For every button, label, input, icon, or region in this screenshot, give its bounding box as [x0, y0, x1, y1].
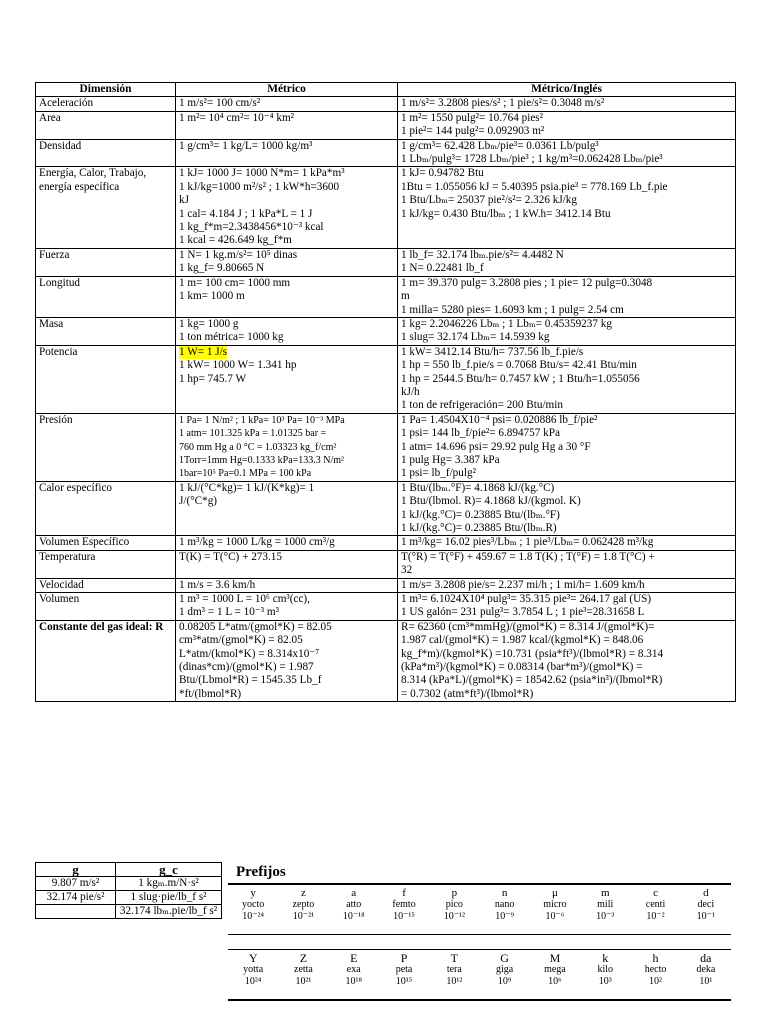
metric-line: 1 hp= 745.7 W: [179, 372, 247, 385]
english-cell: [398, 167, 736, 248]
table-row: [36, 481, 736, 536]
prefix-cell: [379, 885, 429, 934]
english-line: T(°R) = T(°F) + 459.67 = 1.8 T(K) ; T(°F) = 1.8 T(°C) +: [401, 550, 655, 563]
metric-cell: [176, 139, 398, 167]
metric-line: 1 cal= 4.184 J ; 1 kPa*L = 1 J: [179, 207, 313, 220]
metric-line: 0.08205 L*atm/(gmol*K) = 82.05: [179, 620, 332, 633]
prefix-pow: 10⁻⁹: [495, 911, 515, 922]
dimension-cell: Area: [36, 111, 176, 139]
metric-line: cm³*atm/(gmol*K) = 82.05: [179, 634, 303, 647]
metric-line: 1 m= 100 cm= 1000 mm: [179, 276, 291, 289]
english-line: 1 milla= 5280 pies= 1.6093 km ; 1 pulg= 2.54 cm: [401, 303, 624, 316]
metric-line: 1 kg= 1000 g: [179, 317, 239, 330]
prefix-name: atto: [346, 899, 362, 910]
english-cell: [398, 413, 736, 481]
dimension-cell: Potencia: [36, 345, 176, 413]
prefix-cell: [479, 885, 529, 934]
metric-line: L*atm/(kmol*K) = 8.314x10⁻⁷: [179, 647, 320, 660]
english-line: 1 lb_f= 32.174 lbₘ.pie/s²= 4.4482 N: [401, 248, 564, 261]
prefix-cell: [479, 950, 529, 999]
english-line: 1Btu = 1.055056 kJ = 5.40395 psia.pie³ = 778.169 Lb_f.pie: [401, 180, 668, 193]
dimension-cell: Volumen: [36, 593, 176, 621]
metric-line: 1 ton métrica= 1000 kg: [179, 331, 284, 344]
metric-cell: [176, 550, 398, 578]
metric-cell: [176, 481, 398, 536]
prefix-cell: [681, 885, 731, 934]
english-line: 1 psi= lb_f/pulg²: [401, 467, 476, 480]
prefix-sym: a: [351, 887, 357, 899]
metric-line: 1 kg_f= 9.80665 N: [179, 262, 265, 275]
prefix-name: tera: [446, 964, 462, 975]
table-row: [36, 891, 222, 905]
english-line: 1 m/s²= 3.2808 pies/s² ; 1 pie/s²= 0.3048 m/s²: [401, 97, 605, 110]
dimension-cell: Temperatura: [36, 550, 176, 578]
prefixes-large-row: [228, 949, 731, 1001]
gravity-table-body: [36, 877, 222, 919]
prefixes-table: [228, 883, 731, 1001]
prefix-cell: [530, 950, 580, 999]
prefix-sym: E: [350, 951, 358, 965]
table-row: [36, 248, 736, 276]
metric-line: 1 kW= 1000 W= 1.341 hp: [179, 359, 297, 372]
metric-cell: [176, 578, 398, 592]
prefix-pow: 10⁻⁶: [545, 911, 565, 922]
header-metric-english: Métrico/Inglés: [398, 83, 736, 97]
metric-line: 1 W= 1 J/s: [179, 345, 228, 358]
prefix-name: femto: [392, 899, 416, 910]
prefix-name: peta: [395, 964, 413, 975]
english-line: 1 US galón= 231 pulg³= 3.7854 L ; 1 pie³=28.31658 L: [401, 606, 645, 619]
english-line: = 0.7302 (atm*ft³)/(lbmol*R): [401, 687, 534, 700]
table-row: [36, 905, 222, 919]
metric-cell: [176, 167, 398, 248]
prefix-cell: [681, 950, 731, 999]
prefix-pow: 10⁻¹: [696, 911, 715, 922]
metric-line: 1 kg_f*m=2.3438456*10⁻³ kcal: [179, 221, 324, 234]
table-row: [36, 578, 736, 592]
english-cell: [398, 276, 736, 317]
prefix-sym: n: [501, 887, 508, 899]
english-cell: [398, 139, 736, 167]
prefix-cell: [228, 950, 278, 999]
prefix-sym: d: [703, 887, 709, 899]
english-line: 1 Btu/Lbₘ= 25037 pie²/s²= 2.326 kJ/kg: [401, 194, 577, 207]
table-row: [36, 550, 736, 578]
dimension-cell: Energía, Calor, Trabajo, energía específica: [36, 167, 176, 248]
metric-line: 1 kJ/(°C*kg)= 1 kJ/(K*kg)= 1: [179, 481, 315, 494]
dimension-cell: Longitud: [36, 276, 176, 317]
prefix-pow: 10⁻²⁴: [242, 911, 265, 922]
prefix-pow: 10¹: [699, 976, 713, 987]
prefix-pow: 10⁻³: [596, 911, 615, 922]
prefix-name: kilo: [597, 964, 613, 975]
metric-line: 1Torr=1mm Hg=0.1333 kPa=133.3 N/m²: [179, 454, 345, 466]
english-line: 1 Btu/(lbmol. R)= 4.1868 kJ/(kgmol. K): [401, 495, 581, 508]
prefix-sym: p: [451, 887, 458, 899]
metric-line: 1bar=10⁵ Pa=0.1 MPa = 100 kPa: [179, 468, 312, 480]
prefix-pow: 10⁻²¹: [292, 911, 315, 922]
metric-cell: [176, 620, 398, 701]
prefix-name: pico: [445, 899, 463, 910]
prefix-name: yocto: [242, 899, 265, 910]
prefix-name: nano: [494, 899, 515, 910]
prefix-sym: G: [500, 951, 509, 965]
prefix-pow: 10⁻¹⁸: [342, 911, 365, 922]
table-row: [36, 877, 222, 891]
metric-cell: [176, 276, 398, 317]
prefix-name: mili: [597, 899, 614, 910]
metric-line: 760 mm Hg a 0 °C = 1.03323 kg_f/cm²: [179, 441, 337, 453]
prefix-name: hecto: [644, 964, 667, 975]
metric-line: 1 m²= 10⁴ cm²= 10⁻⁴ km²: [179, 111, 295, 124]
table-row: [36, 167, 736, 248]
prefix-name: zepto: [292, 899, 315, 910]
metric-line: 1 g/cm³= 1 kg/L= 1000 kg/m³: [179, 139, 313, 152]
prefix-cell: [228, 885, 278, 934]
table-row: [36, 139, 736, 167]
prefix-sym: z: [301, 887, 306, 899]
prefix-sym: M: [549, 951, 561, 965]
header-dimension: Dimensión: [36, 83, 176, 97]
english-line: 1 Btu/(lbₘ.°F)= 4.1868 kJ/(kg.°C): [401, 481, 555, 494]
english-line: m: [401, 290, 410, 303]
metric-cell: [176, 97, 398, 111]
table-row: [36, 276, 736, 317]
metric-line: kJ: [179, 194, 189, 207]
prefix-pow: 10⁹: [497, 976, 512, 987]
english-cell: [398, 248, 736, 276]
dimension-cell: Presión: [36, 413, 176, 481]
g-cell: [36, 905, 116, 919]
metric-cell: [176, 248, 398, 276]
dimension-cell: Velocidad: [36, 578, 176, 592]
prefix-name: zetta: [294, 964, 313, 975]
english-line: kJ/h: [401, 385, 420, 398]
prefix-cell: [429, 950, 479, 999]
english-line: 32: [401, 564, 413, 577]
metric-cell: [176, 317, 398, 345]
metric-line: T(K) = T(°C) + 273.15: [179, 550, 282, 563]
english-cell: [398, 593, 736, 621]
dimension-cell: Constante del gas ideal: R: [36, 620, 176, 701]
metric-line: 1 m/s = 3.6 km/h: [179, 578, 256, 591]
metric-line: 1 dm³ = 1 L = 10⁻³ m³: [179, 606, 279, 619]
prefix-name: deka: [696, 964, 716, 975]
english-line: 1 m/s= 3.2808 pie/s= 2.237 mi/h ; 1 mi/h= 1.609 km/h: [401, 578, 645, 591]
prefix-sym: y: [250, 887, 256, 899]
metric-line: *ft/(lbmol*R): [179, 687, 242, 700]
prefix-cell: [630, 950, 680, 999]
metric-cell: [176, 345, 398, 413]
metric-line: 1 N= 1 kg.m/s²= 10⁵ dinas: [179, 248, 298, 261]
prefix-name: deci: [697, 899, 715, 910]
table-row: [36, 536, 736, 550]
table-row: [36, 317, 736, 345]
conversion-header-row: [36, 83, 736, 97]
prefix-pow: 10⁶: [548, 976, 562, 987]
prefix-cell: [329, 885, 379, 934]
english-line: 1 kJ/(kg.°C)= 0.23885 Btu/(lbₘ.°F): [401, 508, 560, 521]
prefix-pow: 10²: [649, 976, 663, 987]
english-cell: [398, 550, 736, 578]
prefix-sym: c: [653, 887, 658, 899]
prefix-cell: [278, 950, 328, 999]
prefix-cell: [580, 885, 630, 934]
metric-cell: [176, 593, 398, 621]
prefix-sym: T: [450, 951, 458, 965]
prefix-pow: 10²⁴: [244, 976, 262, 987]
table-row: [36, 620, 736, 701]
gc-cell: 32.174 lbₘ.pie/lb_f s²: [116, 905, 222, 919]
english-line: 1 psi= 144 lb_f/pie²= 6.894757 kPa: [401, 427, 560, 440]
english-line: 1 pie²= 144 pulg²= 0.092903 m²: [401, 125, 545, 138]
dimension-cell: Fuerza: [36, 248, 176, 276]
prefix-cell: [379, 950, 429, 999]
english-line: 1 m= 39.370 pulg= 3.2808 pies ; 1 pie= 12 pulg=0.3048: [401, 276, 653, 289]
prefix-pow: 10¹²: [446, 976, 463, 987]
english-line: 1 g/cm³= 62.428 Lbₘ/pie³= 0.0361 Lb/pulg³: [401, 139, 599, 152]
english-cell: [398, 345, 736, 413]
english-cell: [398, 578, 736, 592]
table-row: [36, 593, 736, 621]
english-line: kg_f*m)/(kgmol*K) =10.731 (psia*ft³)/(lbmol*R) = 8.314: [401, 647, 664, 660]
prefix-name: centi: [645, 899, 666, 910]
english-cell: [398, 620, 736, 701]
table-row: [36, 97, 736, 111]
metric-line: (dinas*cm)/(gmol*K) = 1.987: [179, 661, 314, 674]
dimension-cell: Calor específico: [36, 481, 176, 536]
prefix-cell: [630, 885, 680, 934]
metric-cell: [176, 413, 398, 481]
metric-cell: [176, 536, 398, 550]
metric-line: 1 m/s²= 100 cm/s²: [179, 97, 261, 110]
english-cell: [398, 481, 736, 536]
english-line: R= 62360 (cm³*mmHg)/(gmol*K) = 8.314 J/(gmol*K)=: [401, 620, 655, 633]
table-row: [36, 111, 736, 139]
gc-cell: 1 kgₘ.m/N·s²: [116, 877, 222, 891]
english-line: 1 N= 0.22481 lb_f: [401, 262, 484, 275]
highlight-wrap: [179, 346, 394, 359]
prefix-sym: h: [652, 951, 659, 965]
prefix-name: yotta: [243, 964, 264, 975]
prefix-sym: Y: [248, 951, 258, 965]
metric-cell: [176, 111, 398, 139]
prefix-cell: [530, 885, 580, 934]
english-line: 1 slug= 32.174 Lbₘ= 14.5939 kg: [401, 331, 550, 344]
prefix-pow: 10⁻¹²: [443, 911, 465, 922]
dimension-cell: Aceleración: [36, 97, 176, 111]
prefix-pow: 10¹⁵: [395, 976, 413, 987]
english-line: 1 kg= 2.2046226 Lbₘ ; 1 Lbₘ= 0.45359237 kg: [401, 317, 612, 330]
gc-cell: 1 slug·pie/lb_f s²: [116, 891, 222, 905]
prefix-sym: μ: [551, 887, 558, 899]
metric-line: 1 m³ = 1000 L = 10⁶ cm³(cc),: [179, 593, 310, 606]
table-row: [36, 413, 736, 481]
header-g: g: [36, 863, 116, 877]
conversion-table-body: [36, 97, 736, 702]
metric-line: 1 atm= 101.325 kPa = 1.01325 bar =: [179, 428, 327, 440]
prefix-sym: k: [602, 951, 609, 965]
english-line: 1 kJ= 0.94782 Btu: [401, 167, 484, 180]
table-row: [36, 345, 736, 413]
metric-line: 1 kJ= 1000 J= 1000 N*m= 1 kPa*m³: [179, 167, 345, 180]
prefix-pow: 10¹⁸: [345, 976, 362, 987]
prefix-name: mega: [544, 964, 566, 975]
prefix-cell: [278, 885, 328, 934]
dimension-cell: Densidad: [36, 139, 176, 167]
metric-line: 1 kJ/kg=1000 m²/s² ; 1 kW*h=3600: [179, 180, 340, 193]
dimension-cell: Masa: [36, 317, 176, 345]
prefix-cell: [329, 950, 379, 999]
english-cell: [398, 97, 736, 111]
metric-line: 1 km= 1000 m: [179, 290, 245, 303]
metric-line: Btu/(Lbmol*R) = 1545.35 Lb_f: [179, 674, 322, 687]
metric-line: 1 m³/kg = 1000 L/kg = 1000 cm³/g: [179, 536, 335, 549]
english-cell: [398, 111, 736, 139]
english-cell: [398, 317, 736, 345]
header-gc: g_c: [116, 863, 222, 877]
english-line: 1 ton de refrigeración= 200 Btu/min: [401, 399, 563, 412]
english-line: 1 hp = 2544.5 Btu/h= 0.7457 kW ; 1 Btu/h=1.055056: [401, 372, 640, 385]
english-line: 1 kJ/(kg.°C)= 0.23885 Btu/(lbₘ.R): [401, 522, 557, 534]
prefix-name: giga: [496, 964, 514, 975]
english-cell: [398, 536, 736, 550]
prefix-cell: [429, 885, 479, 934]
prefix-sym: P: [400, 951, 408, 965]
conversion-table: [35, 82, 736, 702]
prefixes-title: Prefijos: [236, 864, 286, 880]
english-line: 1 atm= 14.696 psi= 29.92 pulg Hg a 30 °F: [401, 440, 591, 453]
prefix-pow: 10²¹: [295, 976, 312, 987]
prefix-pow: 10³: [598, 976, 612, 987]
prefix-pow: 10⁻¹⁵: [393, 911, 415, 922]
english-line: 1 hp = 550 lb_f.pie/s = 0.7068 Btu/s= 42.41 Btu/min: [401, 359, 637, 372]
english-line: 8.314 (kPa*L)/(gmol*K) = 18542.62 (psia*in³)/(lbmol*R): [401, 674, 663, 687]
english-line: (kPa*m³)/(kgmol*K) = 0.08314 (bar*m³)/(gmol*K) =: [401, 661, 643, 674]
english-line: 1 Pa= 1.4504X10⁻⁴ psi= 0.020886 lb_f/pie²: [401, 413, 598, 426]
metric-line: 1 kcal = 426.649 kg_f*m: [179, 234, 292, 247]
gravity-table: [35, 862, 222, 919]
prefix-sym: m: [600, 887, 610, 899]
prefix-sym: f: [402, 887, 406, 899]
prefix-sym: da: [700, 951, 712, 965]
prefix-cell: [580, 950, 630, 999]
header-metric: Métrico: [176, 83, 398, 97]
prefix-sym: Z: [299, 951, 308, 965]
g-cell: 32.174 pie/s²: [36, 891, 116, 905]
g-cell: 9.807 m/s²: [36, 877, 116, 891]
prefix-pow: 10⁻²: [646, 911, 665, 922]
english-line: 1 m³/kg= 16.02 pies³/Lbₘ ; 1 pie³/Lbₘ= 0.062428 m³/kg: [401, 536, 654, 549]
english-line: 1 kJ/kg= 0.430 Btu/lbₘ ; 1 kW.h= 3412.14 Btu: [401, 207, 611, 220]
english-line: 1 kW= 3412.14 Btu/h= 737.56 lb_f.pie/s: [401, 345, 584, 358]
dimension-cell: Volumen Específico: [36, 536, 176, 550]
metric-line: 1 Pa= 1 N/m² ; 1 kPa= 10³ Pa= 10⁻³ MPa: [179, 414, 345, 426]
prefixes-small-row: [228, 883, 731, 935]
prefix-name: micro: [543, 899, 567, 910]
gravity-header-row: [36, 863, 222, 877]
english-line: 1 m³= 6.1024X10⁴ pulg³= 35.315 pie³= 264.17 gal (US): [401, 593, 652, 606]
english-line: 1.987 cal/(gmol*K) = 1.987 kcal/(kgmol*K) = 848.06: [401, 634, 644, 647]
english-line: 1 m²= 1550 pulg²= 10.764 pies²: [401, 111, 544, 124]
english-line: 1 pulg Hg= 3.387 kPa: [401, 453, 500, 466]
prefix-name: exa: [346, 964, 361, 975]
metric-line: J/(°C*g): [179, 495, 218, 508]
english-line: 1 Lbₘ/pulg³= 1728 Lbₘ/pie³ ; 1 kg/m³=0.062428 Lbₘ/pie³: [401, 153, 663, 166]
